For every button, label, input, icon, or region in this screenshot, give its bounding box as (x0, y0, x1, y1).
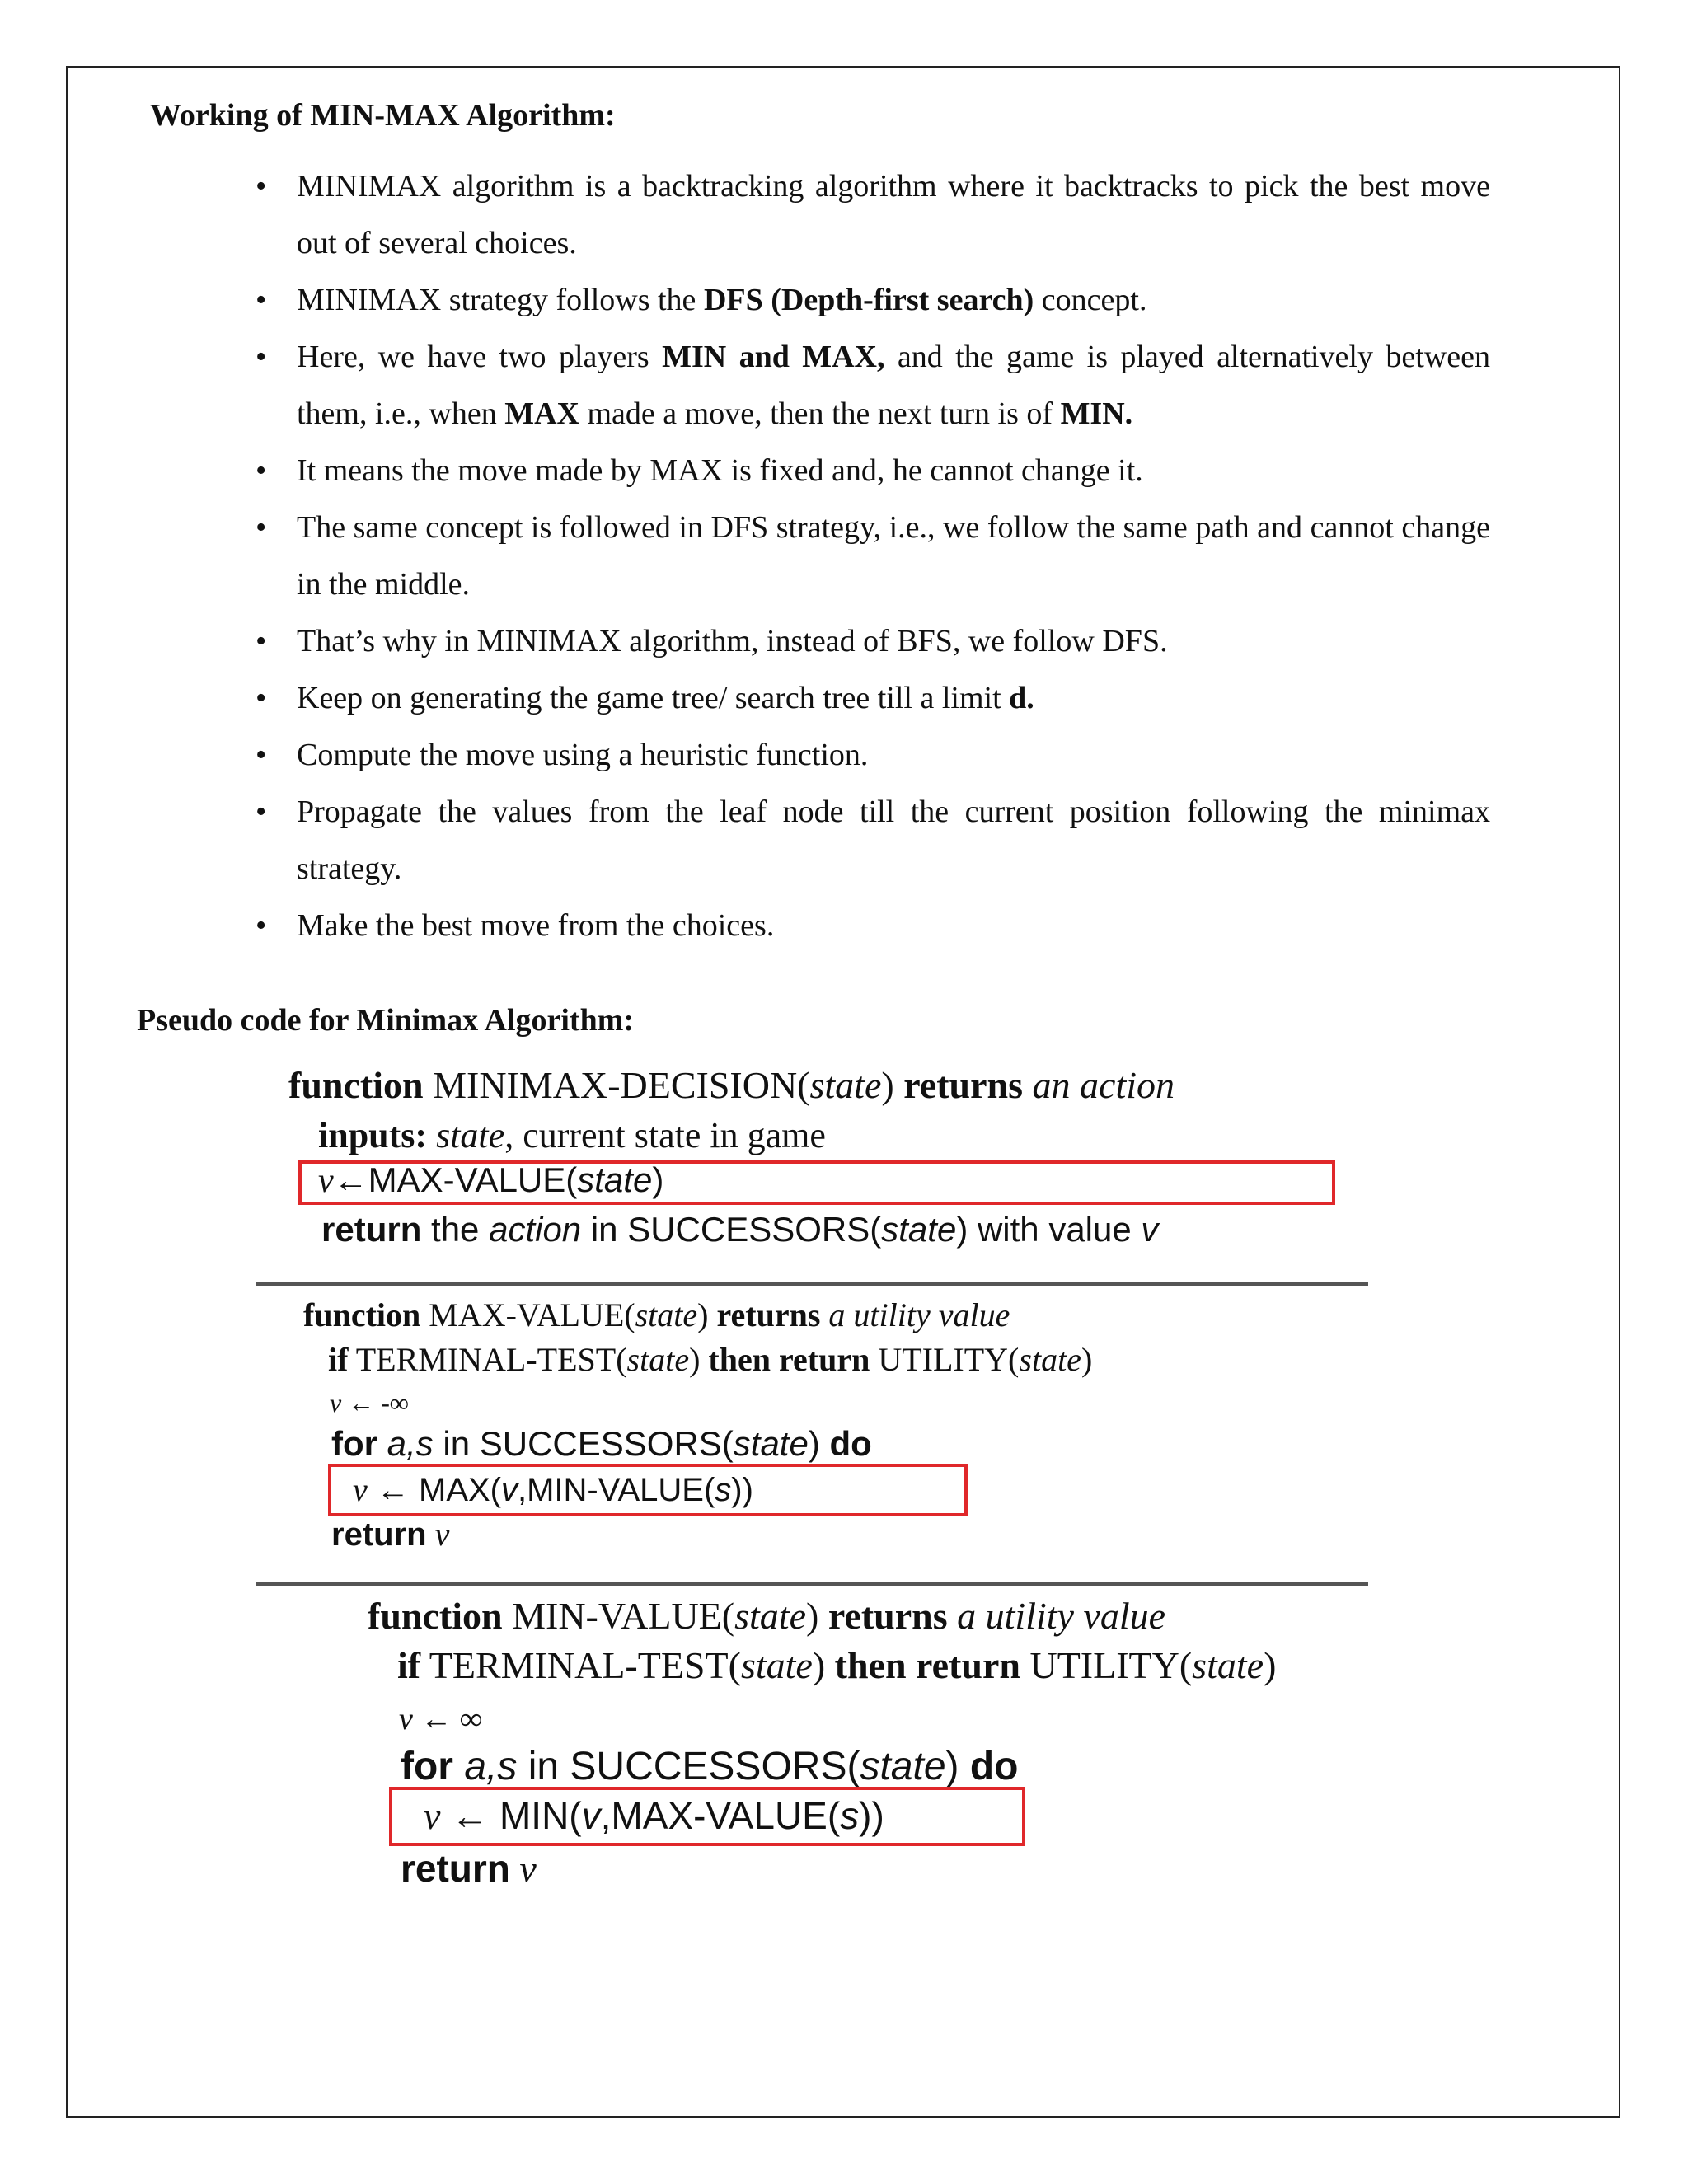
code-text: ) (945, 1745, 959, 1788)
code-text: ← MAX( (367, 1472, 501, 1508)
variable: s (715, 1472, 732, 1508)
code-text: ← MIN( (440, 1794, 582, 1837)
variable: v (509, 1848, 537, 1890)
keyword: for (401, 1745, 453, 1788)
code-text: the (421, 1210, 490, 1249)
code-text: TERMINAL-TEST( (420, 1644, 741, 1686)
bullet-bold-text: MAX (504, 396, 579, 431)
code-text: ) (1081, 1341, 1093, 1378)
variable: v (581, 1794, 601, 1837)
keyword: function (288, 1064, 424, 1106)
keyword: then return (825, 1644, 1020, 1686)
argument: state (809, 1064, 882, 1106)
bullet-bold-text: MIN and MAX, (662, 340, 885, 374)
keyword: then return (700, 1341, 870, 1378)
function-name: MIN-VALUE( (502, 1595, 735, 1637)
function-name: MAX-VALUE( (420, 1296, 635, 1333)
code-text: , current state in game (504, 1115, 826, 1155)
variable: v (1141, 1210, 1159, 1249)
variable: s (840, 1794, 860, 1837)
argument: state (1019, 1341, 1081, 1378)
code1-line2 (318, 1114, 826, 1156)
keyword: function (303, 1296, 421, 1333)
code2-line6 (331, 1515, 449, 1554)
code1-line3 (318, 1160, 663, 1201)
argument: state (733, 1424, 809, 1463)
code-text: ) (689, 1341, 701, 1378)
keyword: do (819, 1424, 872, 1463)
argument: state (1192, 1644, 1264, 1686)
bullet-list (254, 158, 1490, 954)
code-text: ) (881, 1064, 894, 1106)
code3-line6 (401, 1846, 537, 1891)
code-text: )) (859, 1794, 884, 1837)
code-text: ) (652, 1160, 664, 1199)
code-text: ) (1264, 1644, 1277, 1686)
bullet-item (254, 329, 1490, 443)
code-text: TERMINAL-TEST( (348, 1341, 627, 1378)
argument: state (427, 1115, 505, 1155)
bullet-text: Here, we have two players (297, 340, 663, 374)
argument: action (489, 1210, 582, 1249)
argument: state (626, 1341, 690, 1378)
argument: state (734, 1595, 806, 1637)
keyword: returns (893, 1064, 1024, 1106)
code-text: ) with value (956, 1210, 1142, 1249)
code3-line4 (401, 1744, 1018, 1789)
bullet-item (254, 499, 1490, 613)
code-text: in SUCCESSORS( (517, 1745, 860, 1788)
keyword: return (401, 1847, 510, 1890)
code3-line3: v ← ∞ (399, 1702, 482, 1736)
argument: state (577, 1160, 653, 1199)
keyword: returns (818, 1595, 948, 1637)
bullet-text: and the game is played alternatively between them, i.e., when (297, 340, 1490, 431)
bullet-text: Compute the move using a heuristic function. (297, 738, 869, 772)
bullet-bold-text: d. (1009, 681, 1034, 715)
code-text: ) (808, 1424, 820, 1463)
code2-line1 (303, 1296, 1010, 1334)
keyword: for (331, 1424, 377, 1463)
code3-line5 (424, 1793, 884, 1838)
return-type: a utility value (820, 1296, 1010, 1333)
bullet-text: The same concept is followed in DFS strategy, i.e., we follow the same path and cannot change in the middle. (297, 510, 1490, 602)
bullet-item (254, 784, 1490, 898)
bullet-text: That’s why in MINIMAX algorithm, instead of BFS, we follow DFS. (297, 624, 1168, 658)
variable: v (501, 1472, 518, 1508)
variable: v (353, 1471, 368, 1508)
divider (256, 1282, 1368, 1286)
keyword: do (959, 1745, 1019, 1788)
bullet-bold-text: DFS (Depth-first search) (703, 283, 1034, 317)
keyword: returns (708, 1296, 821, 1333)
code1-line1 (288, 1063, 1175, 1107)
code-text: ←MAX-VALUE( (333, 1160, 578, 1199)
code-text: ,MAX-VALUE( (600, 1794, 841, 1837)
bullet-text: MINIMAX algorithm is a backtracking algorithm where it backtracks to pick the best move out of several choices. (297, 169, 1490, 260)
keyword: function (368, 1595, 503, 1637)
keyword: return (321, 1210, 422, 1249)
bullet-text: Make the best move from the choices. (297, 908, 775, 943)
code-text: ) (806, 1595, 819, 1637)
code3-line2 (397, 1643, 1276, 1687)
function-name: MINIMAX-DECISION( (423, 1064, 810, 1106)
keyword: inputs: (318, 1115, 428, 1155)
return-type: a utility value (947, 1595, 1166, 1637)
code3-line1 (368, 1594, 1165, 1638)
argument: state (860, 1745, 946, 1788)
divider (256, 1582, 1368, 1586)
code-text: UTILITY( (870, 1341, 1020, 1378)
bullet-text: made a move, then the next turn is of (579, 396, 1061, 431)
argument: state (740, 1644, 813, 1686)
section-heading-pseudocode: Pseudo code for Minimax Algorithm: (137, 1003, 635, 1038)
bullet-item (254, 727, 1490, 784)
bullet-item (254, 272, 1490, 329)
code2-line5 (353, 1470, 753, 1509)
code-text: )) (731, 1472, 753, 1508)
bullet-text: It means the move made by MAX is fixed and, he cannot change it. (297, 453, 1143, 488)
bullet-item (254, 670, 1490, 727)
bullet-item (254, 898, 1490, 954)
keyword: if (328, 1341, 349, 1378)
section-heading-working: Working of MIN-MAX Algorithm: (150, 98, 616, 133)
argument: state (881, 1210, 957, 1249)
code-text: UTILITY( (1020, 1644, 1193, 1686)
return-type: an action (1023, 1064, 1175, 1106)
bullet-item (254, 613, 1490, 670)
code-text: ) (697, 1296, 709, 1333)
code1-line4 (321, 1210, 1158, 1249)
code-text: in SUCCESSORS( (433, 1424, 734, 1463)
bullet-item (254, 158, 1490, 272)
code-text: in SUCCESSORS( (581, 1210, 882, 1249)
variable: a,s (377, 1424, 434, 1463)
bullet-item (254, 443, 1490, 499)
bullet-bold-text: MIN. (1060, 396, 1133, 431)
code-text: ,MIN-VALUE( (518, 1472, 715, 1508)
keyword: if (397, 1644, 421, 1686)
bullet-text: Keep on generating the game tree/ search tree till a limit (297, 681, 1010, 715)
code-text: ) (812, 1644, 826, 1686)
variable: v (426, 1516, 450, 1553)
variable: v (424, 1795, 441, 1837)
bullet-text: MINIMAX strategy follows the (297, 283, 704, 317)
code2-line3: v ← -∞ (330, 1388, 409, 1418)
keyword: return (331, 1516, 427, 1553)
bullet-text: Propagate the values from the leaf node till the current position following the minimax strategy. (297, 794, 1490, 886)
code2-line2 (328, 1340, 1092, 1379)
variable: v (318, 1162, 334, 1200)
argument: state (635, 1296, 698, 1333)
code2-line4 (331, 1424, 872, 1464)
bullet-text: concept. (1034, 283, 1147, 317)
variable: a,s (452, 1745, 518, 1788)
